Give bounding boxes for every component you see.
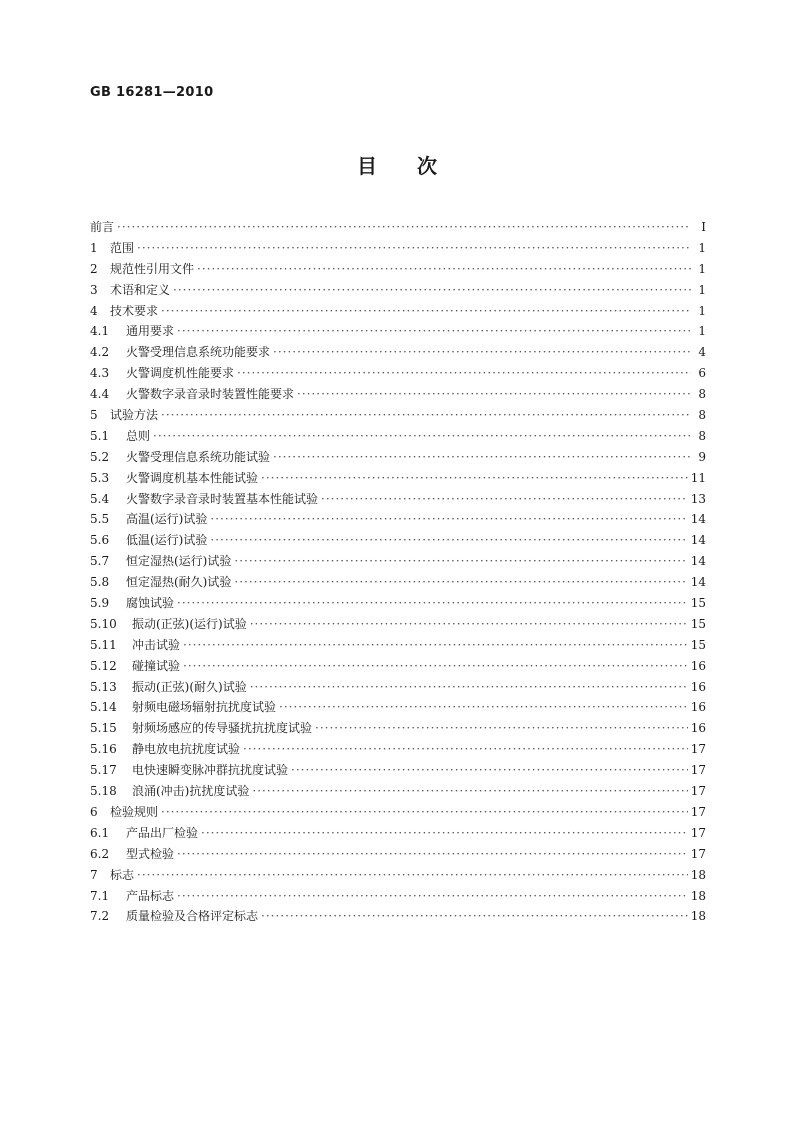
toc-entry-number: 5.13 <box>90 679 117 694</box>
toc-entry[interactable] <box>90 844 706 865</box>
toc-leader-dots <box>137 238 691 259</box>
toc-entry[interactable] <box>90 656 706 677</box>
toc-leader-dots <box>201 823 688 844</box>
toc-entry-label: 技术要求 <box>110 303 159 318</box>
toc-entry-page: 14 <box>690 533 706 548</box>
toc-entry[interactable] <box>90 781 706 802</box>
toc-leader-dots <box>161 405 691 426</box>
toc-entry-number: 5.8 <box>90 575 110 590</box>
toc-entry-number: 5.5 <box>90 512 110 527</box>
toc-entry-label: 产品标志 <box>126 888 175 903</box>
toc-entry-number: 4.1 <box>90 324 110 339</box>
toc-entry[interactable] <box>90 342 706 363</box>
toc-entry-page: 1 <box>698 303 706 318</box>
toc-entry-number: 5.17 <box>90 763 117 778</box>
toc-leader-dots <box>210 530 687 551</box>
toc-leader-dots <box>183 635 688 656</box>
toc-entry-page: 18 <box>690 888 706 903</box>
toc-entry-label: 射频场感应的传导骚扰抗扰度试验 <box>132 721 313 736</box>
toc-entry[interactable] <box>90 384 706 405</box>
toc-entry-label: 质量检验及合格评定标志 <box>126 909 259 924</box>
toc-leader-dots <box>210 509 687 530</box>
toc-entry-label: 通用要求 <box>126 324 175 339</box>
toc-entry[interactable] <box>90 530 706 551</box>
toc-entry-label: 腐蚀试验 <box>126 596 175 611</box>
toc-entry-label: 射频电磁场辐射抗扰度试验 <box>132 700 277 715</box>
toc-entry-label: 火警数字录音录时装置性能要求 <box>126 387 295 402</box>
toc-entry-number: 5 <box>90 408 98 423</box>
toc-leader-dots <box>261 906 688 927</box>
toc-entry[interactable] <box>90 677 706 698</box>
toc-entry-page: 18 <box>690 909 706 924</box>
toc-entry[interactable] <box>90 865 706 886</box>
toc-entry-label: 火警数字录音录时装置基本性能试验 <box>126 491 319 506</box>
toc-entry-number: 5.16 <box>90 742 117 757</box>
toc-leader-dots <box>321 489 688 510</box>
toc-entry-page: 8 <box>698 428 706 443</box>
toc-entry-page: 17 <box>690 742 706 757</box>
toc-entry-page: 8 <box>698 408 706 423</box>
toc-entry[interactable] <box>90 405 706 426</box>
toc-entry[interactable] <box>90 572 706 593</box>
toc-entry-number: 5.1 <box>90 428 110 443</box>
toc-entry[interactable] <box>90 823 706 844</box>
toc-leader-dots <box>291 760 688 781</box>
toc-entry-number: 7.1 <box>90 888 110 903</box>
toc-entry-number: 4.2 <box>90 345 110 360</box>
toc-entry-page: 1 <box>698 261 706 276</box>
toc-entry[interactable] <box>90 906 706 927</box>
toc-entry-label: 浪涌(冲击)抗扰度试验 <box>132 784 250 799</box>
toc-entry-label: 火警调度机性能要求 <box>126 366 235 381</box>
toc-entry[interactable] <box>90 718 706 739</box>
toc-entry-page: 11 <box>690 470 706 485</box>
toc-entry-page: 18 <box>690 867 706 882</box>
toc-entry[interactable] <box>90 593 706 614</box>
toc-leader-dots <box>234 572 687 593</box>
toc-entry-page: 17 <box>690 804 706 819</box>
toc-entry-label: 恒定湿热(耐久)试验 <box>126 575 232 590</box>
toc-entry-number: 5.10 <box>90 616 117 631</box>
toc-entry-number: 5.3 <box>90 470 110 485</box>
toc-entry[interactable] <box>90 321 706 342</box>
toc-entry[interactable] <box>90 301 706 322</box>
toc-entry-label: 范围 <box>110 240 135 255</box>
toc-leader-dots <box>243 739 688 760</box>
toc-entry-label: 火警受理信息系统功能试验 <box>126 449 271 464</box>
toc-entry-number: 5.14 <box>90 700 117 715</box>
toc-entry-page: 17 <box>690 846 706 861</box>
toc-entry-label: 振动(正弦)(耐久)试验 <box>132 679 247 694</box>
toc-entry-page: 4 <box>698 345 706 360</box>
toc-entry[interactable] <box>90 280 706 301</box>
toc-leader-dots <box>177 321 691 342</box>
toc-entry-number: 6.1 <box>90 825 110 840</box>
toc-entry-number: 5.2 <box>90 449 110 464</box>
toc-entry-page: 15 <box>690 637 706 652</box>
toc-entry-number: 5.15 <box>90 721 117 736</box>
toc-entry-page: 16 <box>690 721 706 736</box>
toc-entry[interactable] <box>90 697 706 718</box>
table-of-contents <box>90 217 706 927</box>
toc-entry-number: 5.4 <box>90 491 110 506</box>
toc-entry-label: 火警调度机基本性能试验 <box>126 470 259 485</box>
toc-entry-label: 产品出厂检验 <box>126 825 199 840</box>
toc-entry-label: 高温(运行)试验 <box>126 512 208 527</box>
toc-entry[interactable] <box>90 802 706 823</box>
toc-entry-number: 6 <box>90 804 98 819</box>
toc-entry-number: 7.2 <box>90 909 110 924</box>
toc-entry-page: I <box>701 220 706 234</box>
toc-entry-label: 试验方法 <box>110 408 159 423</box>
toc-entry[interactable] <box>90 509 706 530</box>
toc-leader-dots <box>177 593 688 614</box>
toc-entry[interactable] <box>90 551 706 572</box>
toc-leader-dots <box>117 217 691 238</box>
toc-entry-label: 恒定湿热(运行)试验 <box>126 554 232 569</box>
toc-entry[interactable] <box>90 760 706 781</box>
toc-entry[interactable] <box>90 886 706 907</box>
toc-leader-dots <box>137 865 688 886</box>
toc-entry-number: 6.2 <box>90 846 110 861</box>
toc-entry-number: 5.18 <box>90 784 117 799</box>
toc-entry-page: 15 <box>690 596 706 611</box>
toc-entry-number: 5.7 <box>90 554 110 569</box>
toc-entry-label: 冲击试验 <box>132 637 181 652</box>
toc-entry-number: 5.9 <box>90 596 110 611</box>
toc-entry-label: 振动(正弦)(运行)试验 <box>132 616 247 631</box>
toc-entry[interactable] <box>90 238 706 259</box>
toc-leader-dots <box>183 656 688 677</box>
toc-entry-number: 1 <box>90 240 98 255</box>
toc-entry[interactable] <box>90 468 706 489</box>
toc-entry-page: 14 <box>690 575 706 590</box>
toc-entry-page: 14 <box>690 512 706 527</box>
toc-entry-page: 1 <box>698 282 706 297</box>
toc-entry-page: 17 <box>690 784 706 799</box>
toc-entry-page: 1 <box>698 324 706 339</box>
toc-entry-page: 9 <box>698 449 706 464</box>
page-title: 目次 <box>357 154 477 178</box>
toc-entry[interactable] <box>90 447 706 468</box>
toc-entry-label: 静电放电抗扰度试验 <box>132 742 241 757</box>
toc-entry-number: 4.3 <box>90 366 110 381</box>
toc-entry-page: 17 <box>690 763 706 778</box>
toc-entry-page: 8 <box>698 387 706 402</box>
toc-entry-label: 前言 <box>90 220 115 234</box>
toc-entry-label: 电快速瞬变脉冲群抗扰度试验 <box>132 763 289 778</box>
toc-entry-label: 碰撞试验 <box>132 658 181 673</box>
toc-leader-dots <box>234 551 687 572</box>
toc-entry-page: 13 <box>690 491 706 506</box>
toc-leader-dots <box>315 718 688 739</box>
toc-entry-label: 总则 <box>126 428 151 443</box>
toc-entry-number: 5.6 <box>90 533 110 548</box>
toc-entry[interactable] <box>90 739 706 760</box>
toc-entry-number: 2 <box>90 261 98 276</box>
toc-leader-dots <box>161 802 688 823</box>
toc-entry-page: 15 <box>690 616 706 631</box>
toc-entry-number: 4.4 <box>90 387 110 402</box>
toc-entry[interactable] <box>90 217 706 238</box>
toc-entry-label: 型式检验 <box>126 846 175 861</box>
toc-leader-dots <box>197 259 691 280</box>
toc-entry-label: 检验规则 <box>110 804 159 819</box>
toc-entry-page: 6 <box>698 366 706 381</box>
toc-entry[interactable] <box>90 426 706 447</box>
toc-entry-number: 4 <box>90 303 98 318</box>
toc-leader-dots <box>261 468 688 489</box>
toc-leader-dots <box>297 384 691 405</box>
toc-entry[interactable] <box>90 363 706 384</box>
toc-entry-page: 1 <box>698 240 706 255</box>
toc-leader-dots <box>273 447 691 468</box>
toc-entry-number: 3 <box>90 282 98 297</box>
toc-entry-page: 16 <box>690 679 706 694</box>
toc-entry-label: 火警受理信息系统功能要求 <box>126 345 271 360</box>
toc-entry-page: 16 <box>690 658 706 673</box>
toc-leader-dots <box>173 280 691 301</box>
toc-entry-label: 术语和定义 <box>110 282 171 297</box>
toc-entry-label: 低温(运行)试验 <box>126 533 208 548</box>
toc-entry-number: 5.11 <box>90 637 117 652</box>
toc-leader-dots <box>177 886 688 907</box>
toc-entry-page: 16 <box>690 700 706 715</box>
toc-leader-dots <box>237 363 691 384</box>
toc-entry[interactable] <box>90 489 706 510</box>
toc-leader-dots <box>161 301 691 322</box>
toc-entry-number: 7 <box>90 867 98 882</box>
toc-entry-page: 17 <box>690 825 706 840</box>
toc-leader-dots <box>252 781 687 802</box>
toc-leader-dots <box>250 614 688 635</box>
toc-entry-label: 规范性引用文件 <box>110 261 195 276</box>
toc-leader-dots <box>177 844 688 865</box>
toc-entry-label: 标志 <box>110 867 135 882</box>
toc-entry[interactable] <box>90 635 706 656</box>
toc-leader-dots <box>279 697 688 718</box>
toc-entry-number: 5.12 <box>90 658 117 673</box>
toc-entry[interactable] <box>90 259 706 280</box>
toc-leader-dots <box>273 342 691 363</box>
toc-leader-dots <box>250 677 688 698</box>
toc-leader-dots <box>153 426 691 447</box>
toc-entry-page: 14 <box>690 554 706 569</box>
toc-entry[interactable] <box>90 614 706 635</box>
document-code: GB 16281—2010 <box>90 85 214 100</box>
